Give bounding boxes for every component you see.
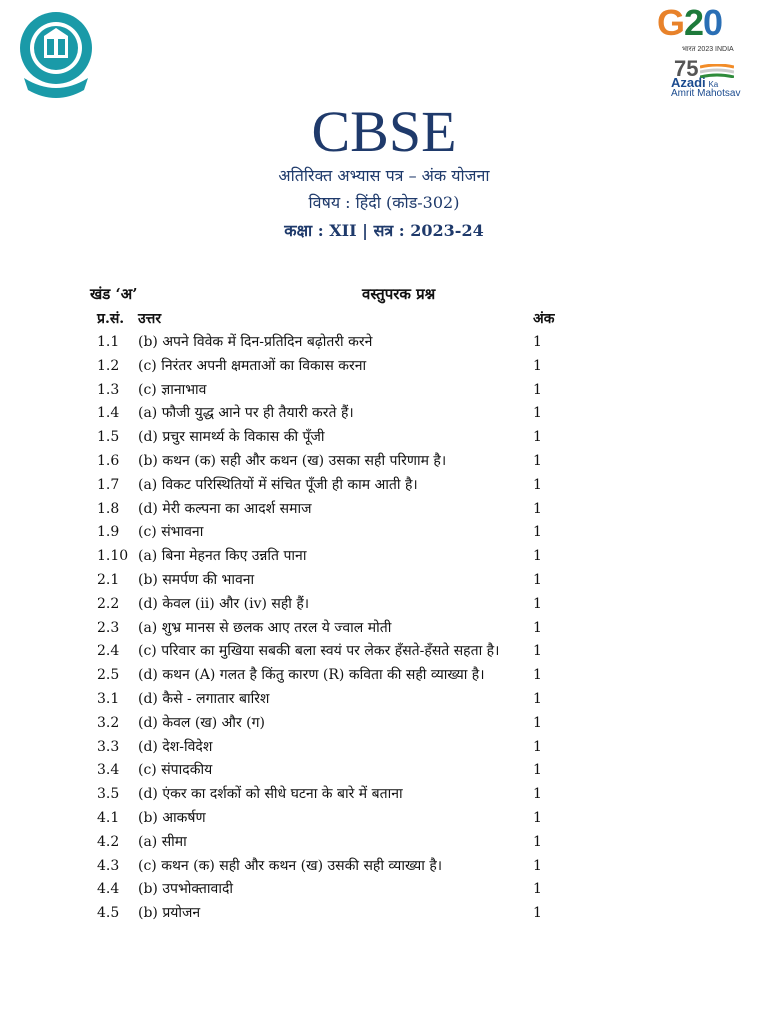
question-number: 1.2 [97, 357, 120, 374]
answer-text: (b) उपभोक्तावादी [138, 881, 234, 898]
answer-text: (c) संभावना [138, 524, 204, 541]
question-number: 1.8 [97, 500, 120, 517]
table-row [0, 379, 768, 403]
answer-text: (a) बिना मेहनत किए उन्नति पाना [138, 548, 307, 565]
marks-value: 1 [533, 762, 542, 779]
table-row [0, 759, 768, 783]
azadi-75-icon: 75 [674, 56, 699, 81]
answer-text: (d) केवल (ii) और (iv) सही हैं। [138, 595, 310, 612]
marks-value: 1 [533, 905, 542, 922]
question-number: 3.2 [97, 714, 120, 731]
subtitle-class-session: कक्षा : XII | सत्र : 2023-24 [284, 221, 484, 240]
header-answer: उत्तर [138, 311, 162, 327]
answer-text: (b) अपने विवेक में दिन-प्रतिदिन बढ़ोतरी करने [138, 334, 373, 350]
question-number: 1.1 [97, 334, 120, 350]
table-row [0, 498, 768, 522]
question-number: 1.5 [97, 429, 120, 446]
answer-text: (d) एंकर का दर्शकों को सीधे घटना के बारे में बताना [138, 786, 403, 803]
marks-value: 1 [533, 500, 542, 517]
g20-sub-text: भारत 2023 INDIA [682, 46, 734, 53]
table-row [0, 831, 768, 855]
answer-text: (a) विकट परिस्थितियों में संचित पूँजी ही काम आती है। [138, 476, 418, 493]
table-row [0, 331, 768, 355]
question-number: 2.4 [97, 643, 120, 660]
question-number: 4.3 [97, 857, 120, 874]
header-question-number: प्र.सं. [97, 311, 125, 327]
g20-logo-icon: G20 [657, 2, 723, 43]
marks-value: 1 [533, 524, 542, 541]
marks-value: 1 [533, 714, 542, 731]
azadi-logo-text: Azadi Ka Amrit Mahotsav [671, 75, 741, 99]
table-row [0, 736, 768, 760]
answer-text: (d) मेरी कल्पना का आदर्श समाज [138, 500, 312, 517]
question-number: 4.4 [97, 881, 120, 898]
question-number: 2.5 [97, 667, 120, 684]
marks-value: 1 [533, 643, 542, 660]
answer-text: (a) शुभ्र मानस से छलक आए तरल ये ज्वाल मोती [138, 619, 392, 636]
marks-value: 1 [533, 357, 542, 374]
answer-text: (c) कथन (क) सही और कथन (ख) उसकी सही व्याख्या है। [138, 857, 443, 874]
answer-text: (a) फौजी युद्ध आने पर ही तैयारी करते हैं। [138, 405, 354, 422]
cbse-logo-icon [14, 8, 98, 104]
marks-value: 1 [533, 833, 542, 850]
table-row [0, 426, 768, 450]
table-row [0, 855, 768, 879]
marks-value: 1 [533, 548, 542, 565]
table-row [0, 593, 768, 617]
question-number: 1.9 [97, 524, 120, 541]
marks-value: 1 [533, 619, 542, 636]
question-number: 3.5 [97, 786, 120, 803]
table-row [0, 545, 768, 569]
table-row [0, 569, 768, 593]
table-row [0, 450, 768, 474]
question-number: 3.1 [97, 690, 120, 707]
marks-value: 1 [533, 595, 542, 612]
answer-text: (c) ज्ञानाभाव [138, 381, 207, 398]
table-row [0, 783, 768, 807]
table-row [0, 902, 768, 926]
question-number: 2.1 [97, 571, 120, 588]
marks-value: 1 [533, 405, 542, 422]
answer-text: (d) कैसे - लगातार बारिश [138, 690, 270, 707]
answer-text: (d) केवल (ख) और (ग) [138, 714, 265, 731]
table-row [0, 521, 768, 545]
section-title: वस्तुपरक प्रश्न [362, 285, 436, 303]
question-number: 4.5 [97, 905, 120, 922]
table-row [0, 402, 768, 426]
marks-value: 1 [533, 452, 542, 469]
answer-text: (d) कथन (A) गलत है किंतु कारण (R) कविता की सही व्याख्या है। [138, 667, 485, 684]
answer-text: (c) परिवार का मुखिया सबकी बला स्वयं पर लेकर हँसते-हँसते सहता है। [138, 643, 500, 660]
table-row [0, 640, 768, 664]
marks-value: 1 [533, 667, 542, 684]
answer-text: (d) प्रचुर सामर्थ्य के विकास की पूँजी [138, 429, 325, 446]
table-row [0, 878, 768, 902]
answer-text: (b) कथन (क) सही और कथन (ख) उसका सही परिणाम है। [138, 452, 447, 469]
answer-text: (d) देश-विदेश [138, 738, 213, 755]
table-row [0, 688, 768, 712]
table-row [0, 664, 768, 688]
marks-value: 1 [533, 809, 542, 826]
question-number: 2.2 [97, 595, 120, 612]
question-number: 1.4 [97, 405, 120, 422]
table-row [0, 617, 768, 641]
question-number: 1.7 [97, 476, 120, 493]
marks-value: 1 [533, 738, 542, 755]
marks-value: 1 [533, 381, 542, 398]
question-number: 4.1 [97, 809, 120, 826]
question-number: 1.6 [97, 452, 120, 469]
answer-text: (b) समर्पण की भावना [138, 571, 255, 588]
marks-value: 1 [533, 571, 542, 588]
table-row [0, 807, 768, 831]
answer-text: (c) निरंतर अपनी क्षमताओं का विकास करना [138, 357, 367, 374]
answer-text: (b) प्रयोजन [138, 905, 201, 922]
page-title: CBSE [311, 99, 457, 164]
answer-text: (c) संपादकीय [138, 762, 213, 779]
marks-value: 1 [533, 857, 542, 874]
subtitle-paper: अतिरिक्त अभ्यास पत्र – अंक योजना [278, 166, 490, 185]
subtitle-subject: विषय : हिंदी (कोड-302) [308, 193, 460, 212]
marks-value: 1 [533, 334, 542, 350]
answer-text: (b) आकर्षण [138, 809, 206, 826]
marks-value: 1 [533, 881, 542, 898]
table-row [0, 355, 768, 379]
marks-value: 1 [533, 690, 542, 707]
question-number: 1.3 [97, 381, 120, 398]
marks-value: 1 [533, 476, 542, 493]
table-row [0, 474, 768, 498]
question-number: 3.3 [97, 738, 120, 755]
question-number: 2.3 [97, 619, 120, 636]
question-number: 1.10 [97, 548, 129, 565]
marks-value: 1 [533, 429, 542, 446]
section-label: खंड ‘अ’ [90, 285, 138, 303]
table-row [0, 712, 768, 736]
answer-text: (a) सीमा [138, 833, 187, 850]
marks-value: 1 [533, 786, 542, 803]
question-number: 3.4 [97, 762, 120, 779]
question-number: 4.2 [97, 833, 120, 850]
answer-table [0, 331, 768, 926]
header-marks: अंक [533, 311, 555, 327]
